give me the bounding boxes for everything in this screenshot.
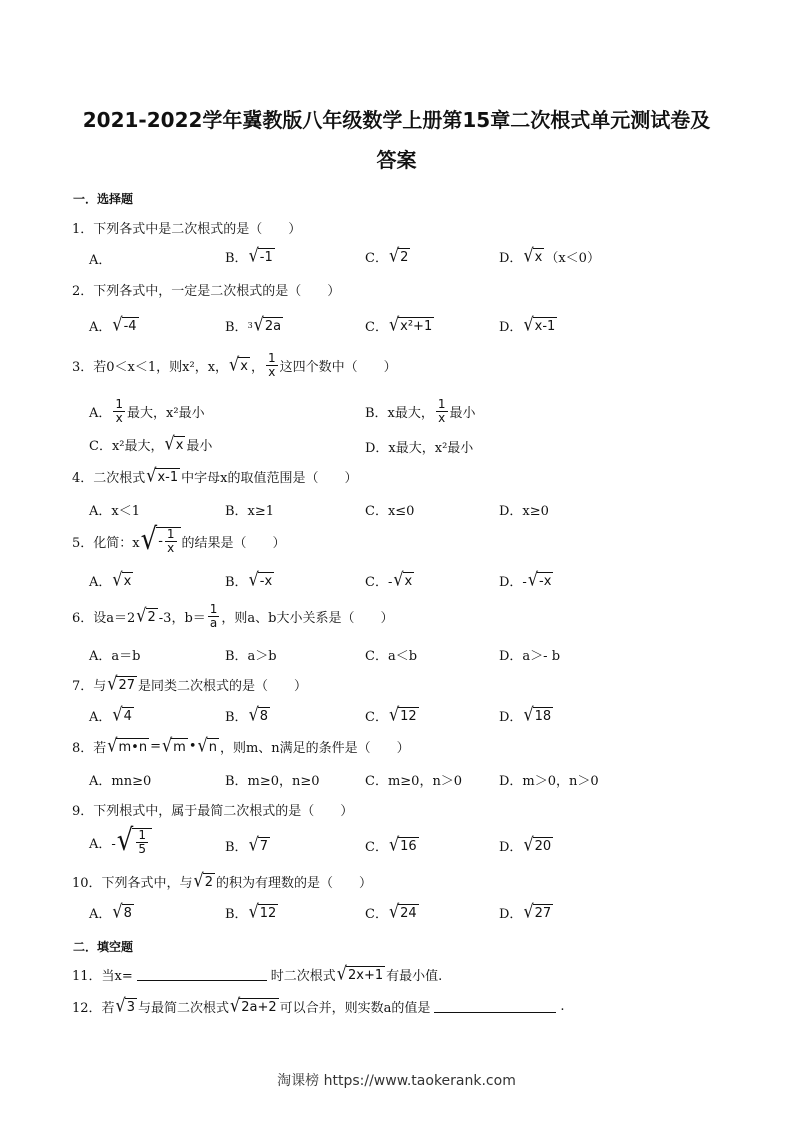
q10-option-a: A． √ 8 [89, 899, 132, 922]
footer-watermark: 淘课榜 https://www.taokerank.com [277, 1073, 516, 1089]
question-8: 8．若 √ m•n = √ m • √ n ，则m、n满足的条件是（ ） [72, 733, 410, 756]
q3-option-a: A． $\frac{1}{x}$ 最大，x²最小 [89, 397, 205, 425]
question-3: 3．若0＜x＜1，则x²，x， √ x ， $\frac{1}{x}$ 这四个数中（ ） [72, 351, 397, 379]
question-4: 4．二次根式 √ x-1 中字母x的取值范围是（ ） [72, 463, 358, 486]
q6-option-b: B．a＞b [225, 649, 277, 664]
question-1: 1．下列各式中是二次根式的是（ ） [72, 222, 302, 237]
q1-option-a: A． [89, 253, 112, 268]
page-title [60, 100, 733, 180]
q9-option-d: D． √ 20 [499, 832, 552, 855]
q3-option-b: B．x最大， $\frac{1}{x}$ 最小 [365, 397, 476, 425]
q6-option-c: C．a＜b [365, 649, 418, 664]
q9-option-b: B． √ 7 [225, 832, 269, 855]
q2-option-d: D． √ x-1 [499, 312, 556, 335]
question-11: 11．当x= 时二次根式 √ 2x+1 有最小值. [72, 961, 443, 984]
q8-option-a: A．mn≥0 [89, 774, 152, 789]
question-2: 2．下列各式中，一定是二次根式的是（ ） [72, 284, 341, 299]
question-9: 9．下列根式中，属于最简二次根式的是（ ） [72, 804, 354, 819]
question-5: 5．化简：x √ - $\frac{1}{x}$ 的结果是（ ） [72, 522, 286, 558]
q5-option-d: D．- √ -x [499, 567, 552, 590]
section-fill-blank: 二．填空题 [73, 940, 134, 954]
q1-option-b: B． √ -1 [225, 243, 273, 266]
q5-option-b: B． √ -x [225, 567, 273, 590]
q10-option-b: B． √ 12 [225, 899, 277, 922]
q1-option-d: D． √ x （x＜0） [499, 243, 600, 266]
answer-blank-11[interactable] [137, 968, 267, 981]
q3-option-c: C．x²最大， √ x 最小 [89, 431, 213, 454]
q4-option-a: A．x＜1 [89, 504, 140, 519]
q8-option-d: D．m＞0，n＞0 [499, 774, 599, 789]
q8-option-c: C．m≥0，n＞0 [365, 774, 463, 789]
q7-option-c: C． √ 12 [365, 702, 417, 725]
question-12: 12．若 √ 3 与最简二次根式 √ 2a+2 可以合并，则实数a的值是 . [72, 993, 565, 1016]
section-choice: 一．选择题 [73, 192, 134, 206]
q5-option-a: A． √ x [89, 567, 132, 590]
question-7: 7．与 √ 27 是同类二次根式的是（ ） [72, 671, 308, 694]
question-6: 6．设a＝2 √ 2 -3，b＝ $\frac{1}{a}$ ，则a、b大小关系是（ ） [72, 602, 394, 630]
q6-option-d: D．a＞- b [499, 649, 561, 664]
q7-option-b: B． √ 8 [225, 702, 269, 725]
answer-blank-12[interactable] [434, 1000, 556, 1013]
question-10: 10．下列各式中，与 √ 2 的积为有理数的是（ ） [72, 868, 373, 891]
q10-option-d: D． √ 27 [499, 899, 552, 922]
q2-option-a: A． √ -4 [89, 312, 137, 335]
q10-option-c: C． √ 24 [365, 899, 417, 922]
q1-option-c: C． √ 2 [365, 243, 409, 266]
q7-option-a: A． √ 4 [89, 702, 132, 725]
q8-option-b: B．m≥0，n≥0 [225, 774, 320, 789]
title-line-1: 2021-2022学年冀教版八年级数学上册第15章二次根式单元测试卷及 [82, 108, 711, 132]
q2-option-c: C． √ x²+1 [365, 312, 433, 335]
q6-option-a: A．a＝b [89, 649, 141, 664]
q9-option-a: A．- √ $\frac{1}{5}$ [89, 828, 153, 856]
q4-option-c: C．x≤0 [365, 504, 415, 519]
q9-option-c: C． √ 16 [365, 832, 417, 855]
title-line-2: 答案 [376, 148, 417, 172]
q2-option-b: B． 3 √ 2a [225, 312, 282, 335]
q4-option-d: D．x≥0 [499, 504, 549, 519]
q7-option-d: D． √ 18 [499, 702, 552, 725]
q5-option-c: C．- √ x [365, 567, 413, 590]
q3-option-d: D．x最大，x²最小 [365, 441, 474, 456]
q4-option-b: B．x≥1 [225, 504, 275, 519]
